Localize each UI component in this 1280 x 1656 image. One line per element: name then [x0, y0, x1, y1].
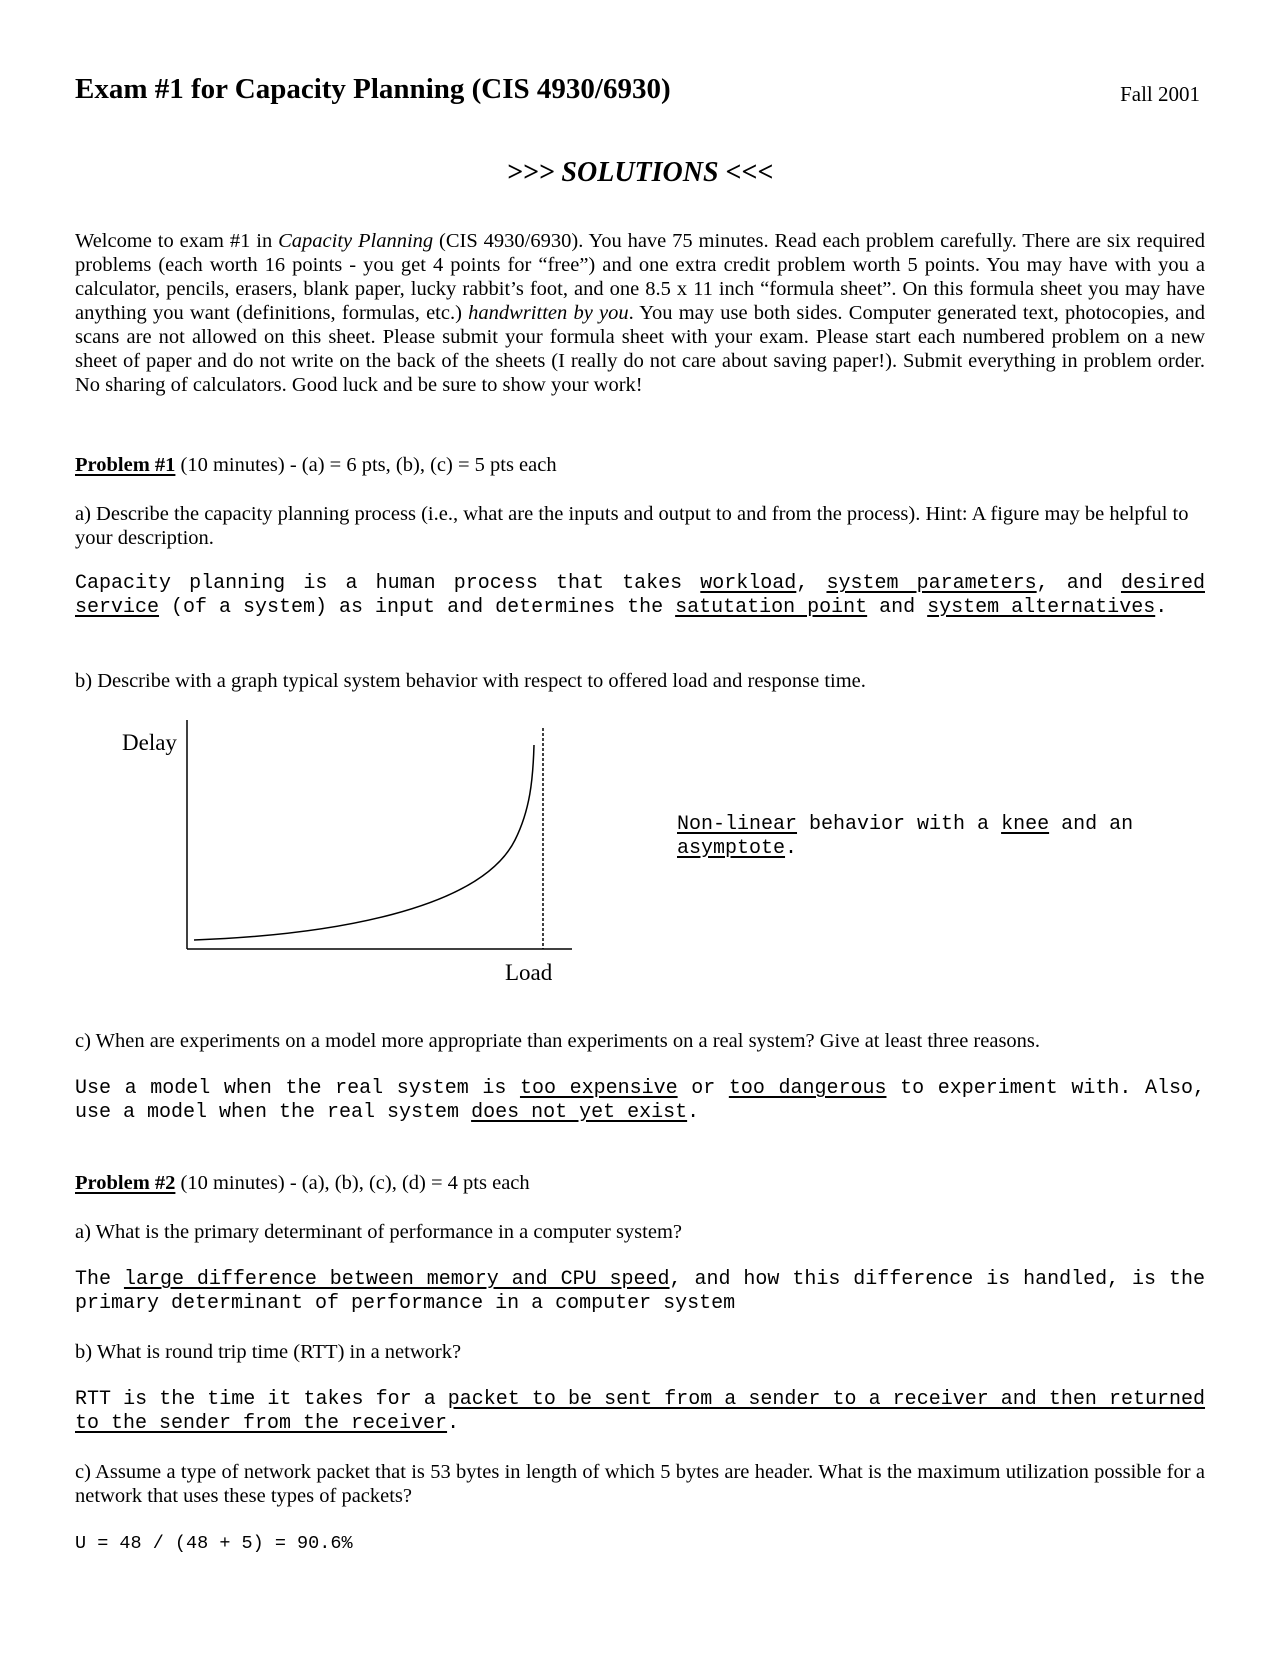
problem-2-label: Problem #2 [75, 1172, 176, 1194]
problem-1-heading [75, 454, 557, 477]
problem-2a-answer: The large difference between memory and CPU speed, and how this difference is handled, is the primary determinant of performance in a computer system [75, 1268, 1205, 1315]
problem-1-label: Problem #1 [75, 454, 176, 476]
problem-1b-answer: Non-linear behavior with a knee and an asymptote. [677, 813, 1134, 860]
problem-1b-question: b) Describe with a graph typical system behavior with respect to offered load and response time. [75, 670, 866, 692]
problem-1a-answer: Capacity planning is a human process that takes workload, system parameters, and desired service (of a system) as input and determines the satutation point and system alternatives. [75, 572, 1205, 619]
solutions-heading: >>> SOLUTIONS <<< [506, 157, 774, 188]
intro-handwritten: handwritten by you [468, 302, 629, 324]
problem-1-info: (10 minutes) - (a) = 6 pts, (b), (c) = 5 pts each [175, 454, 557, 476]
graph-x-label: Load [505, 960, 553, 985]
problem-2b-question: b) What is round trip time (RTT) in a network? [75, 1341, 462, 1363]
graph-delay-curve [194, 745, 534, 940]
problem-2c-answer: U = 48 / (48 + 5) = 90.6% [75, 1533, 353, 1554]
problem-1a-question: a) Describe the capacity planning process (i.e., what are the inputs and output to and from the process). Hint: A figure may be helpful to your description. [75, 503, 1189, 549]
exam-date: Fall 2001 [1120, 82, 1200, 106]
problem-2a-question: a) What is the primary determinant of performance in a computer system? [75, 1221, 682, 1243]
problem-2c-question: c) Assume a type of network packet that is 53 bytes in length of which 5 bytes are header. What is the maximum utilization possible for a network that uses these types of packets? [75, 1461, 1205, 1507]
intro-paragraph [75, 229, 1205, 397]
delay-load-graph [180, 720, 580, 960]
graph-y-label: Delay [122, 730, 177, 755]
problem-2b-answer: RTT is the time it takes for a packet to be sent from a sender to a receiver and then returned to the sender from the receiver. [75, 1388, 1206, 1435]
exam-title: Exam #1 for Capacity Planning (CIS 4930/6930) [75, 73, 671, 105]
intro-text-1: Welcome to exam #1 in [75, 230, 279, 252]
intro-course-name: Capacity Planning [278, 230, 434, 252]
problem-2-heading [75, 1172, 530, 1195]
problem-2-info: (10 minutes) - (a), (b), (c), (d) = 4 pts each [175, 1172, 530, 1194]
problem-1c-answer: Use a model when the real system is too expensive or too dangerous to experiment with. Also, use a model when the real system does not yet exist. [75, 1077, 1205, 1124]
problem-1c-question: c) When are experiments on a model more appropriate than experiments on a real system? Give at least three reasons. [75, 1030, 1041, 1052]
intro-text-3: . You may use both sides. Computer generated text, photocopies, and scans are not allowed on this sheet. Please submit your formula sheet with your exam. Please start each numbered problem on a new sheet of paper and do not write on the back of the sheets (I really do not care about saving paper!). Submit everything in problem order. No sharing of calculators. Good luck and be sure to show your work! [75, 302, 1205, 396]
intro-text-2: (CIS 4930/6930). You have 75 minutes. Read each problem carefully. There are six required problems (each worth 16 points - you get 4 points for “free”) and one extra credit problem worth 5 points. You may have with you a calculator, pencils, erasers, blank paper, lucky rabbit’s foot, and one 8.5 x 11 inch “formula sheet”. On this formula sheet you may have anything you want (definitions, formulas, etc.) [75, 230, 1205, 324]
